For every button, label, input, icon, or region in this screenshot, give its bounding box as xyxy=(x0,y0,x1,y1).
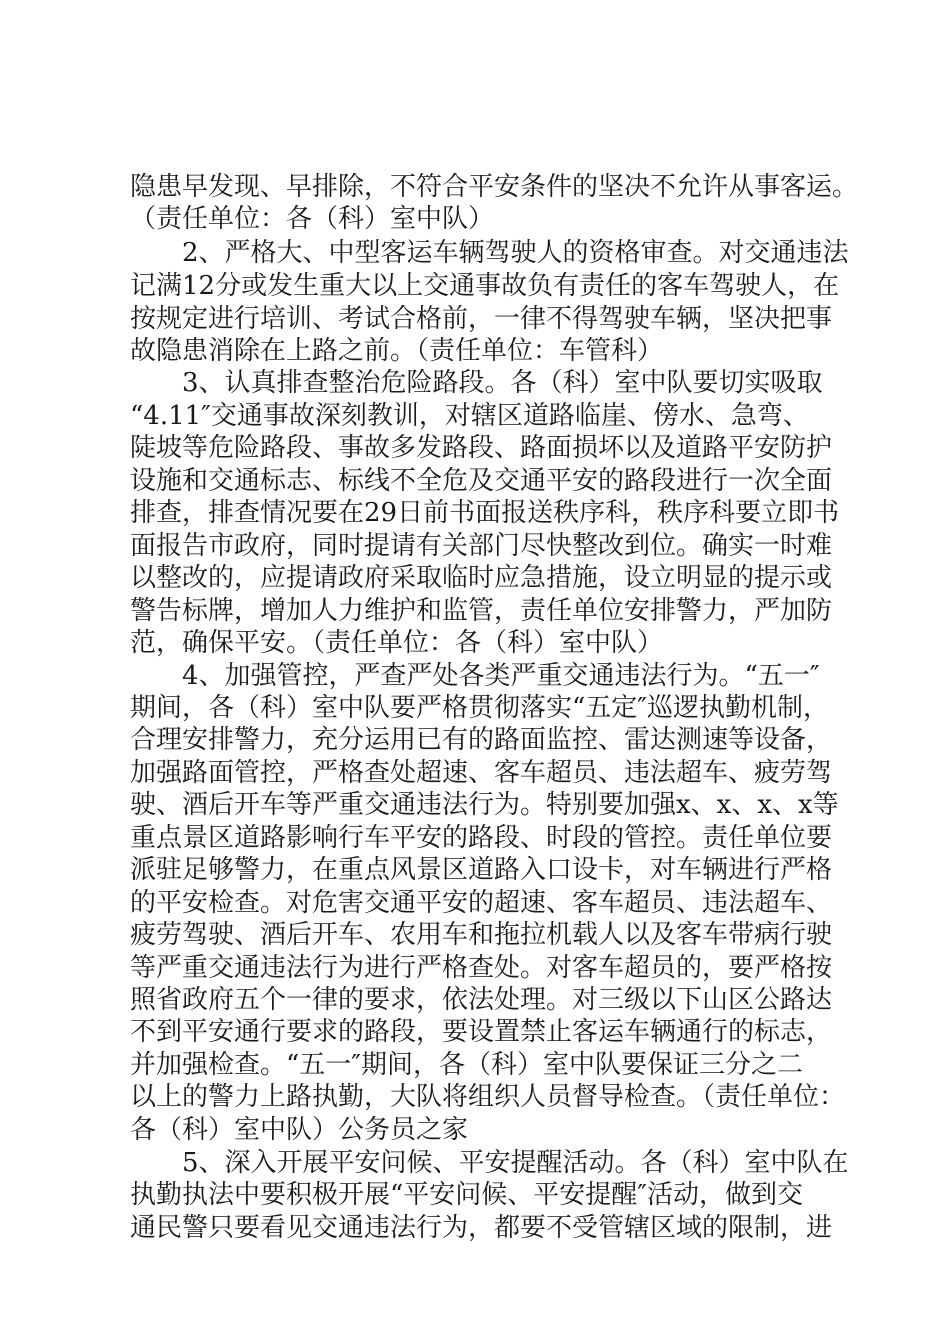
text-line: 合理安排警力，充分运用已有的路面监控、雷达测速等设备， xyxy=(130,725,833,755)
text-line: 疲劳驾驶、酒后开车、农用车和拖拉机载人以及客车带病行驶 xyxy=(130,920,833,950)
text-line: 照省政府五个一律的要求，依法处理。对三级以下山区公路达 xyxy=(130,985,833,1015)
text-line: 排查，排查情况要在29日前书面报送秩序科，秩序科要立即书 xyxy=(130,498,840,528)
text-line: 5、深入开展平安问候、平安提醒活动。各（科）室中队在 xyxy=(130,1148,849,1178)
text-line: 陡坡等危险路段、事故多发路段、路面损坏以及道路平安防护 xyxy=(130,433,833,463)
text-line: “4.11″交通事故深刻教训，对辖区道路临崖、傍水、急弯、 xyxy=(130,401,809,431)
text-line: 设施和交通标志、标线不全危及交通平安的路段进行一次全面 xyxy=(130,466,833,496)
text-line: 加强路面管控，严格查处超速、客车超员、违法超车、疲劳驾 xyxy=(130,758,833,788)
text-line: 并加强检查。“五一″期间，各（科）室中队要保证三分之二 xyxy=(130,1050,804,1080)
text-line: 故隐患消除在上路之前。（责任单位：车管科） xyxy=(130,336,664,366)
text-line: 派驻足够警力，在重点风景区道路入口设卡，对车辆进行严格 xyxy=(130,855,833,885)
text-line: 按规定进行培训、考试合格前，一律不得驾驶车辆，坚决把事 xyxy=(130,304,833,334)
text-line: 驶、酒后开车等严重交通违法行为。特别要加强x、x、x、x等 xyxy=(130,790,839,820)
text-line: 隐患早发现、早排除，不符合平安条件的坚决不允许从事客运。 xyxy=(130,172,859,202)
text-line: 4、加强管控，严查严处各类严重交通违法行为。“五一″ xyxy=(130,661,820,691)
text-line: 以上的警力上路执勤，大队将组织人员督导检查。（责任单位： xyxy=(130,1082,846,1112)
text-line: 期间，各（科）室中队要严格贯彻落实“五定″巡逻执勤机制， xyxy=(130,693,830,723)
text-line: 3、认真排查整治危险路段。各（科）室中队要切实吸取 xyxy=(130,368,823,398)
text-line: 不到平安通行要求的路段，要设置禁止客运车辆通行的标志， xyxy=(130,1017,833,1047)
text-line: 2、严格大、中型客运车辆驾驶人的资格审查。对交通违法 xyxy=(130,238,849,268)
text-line: 等严重交通违法行为进行严格查处。对客车超员的，要严格按 xyxy=(130,953,833,983)
text-line: 范，确保平安。（责任单位：各（科）室中队） xyxy=(130,628,664,658)
text-line: 记满12分或发生重大以上交通事故负有责任的客车驾驶人，在 xyxy=(130,271,840,301)
text-line: 警告标牌，增加人力维护和监管，责任单位安排警力，严加防 xyxy=(130,596,833,626)
text-line: 以整改的，应提请政府采取临时应急措施，设立明显的提示或 xyxy=(130,563,833,593)
text-line: 通民警只要看见交通违法行为，都要不受管辖区域的限制，进 xyxy=(130,1213,833,1243)
text-line: （责任单位：各（科）室中队） xyxy=(130,204,495,234)
text-line: 的平安检查。对危害交通平安的超速、客车超员、违法超车、 xyxy=(130,888,833,918)
text-line: 执勤执法中要积极开展“平安问候、平安提醒″活动，做到交 xyxy=(130,1180,804,1210)
text-line: 面报告市政府，同时提请有关部门尽快整改到位。确实一时难 xyxy=(130,531,833,561)
text-line: 重点景区道路影响行车平安的路段、时段的管控。责任单位要 xyxy=(130,823,833,853)
text-line: 各（科）室中队）公务员之家 xyxy=(130,1115,469,1145)
